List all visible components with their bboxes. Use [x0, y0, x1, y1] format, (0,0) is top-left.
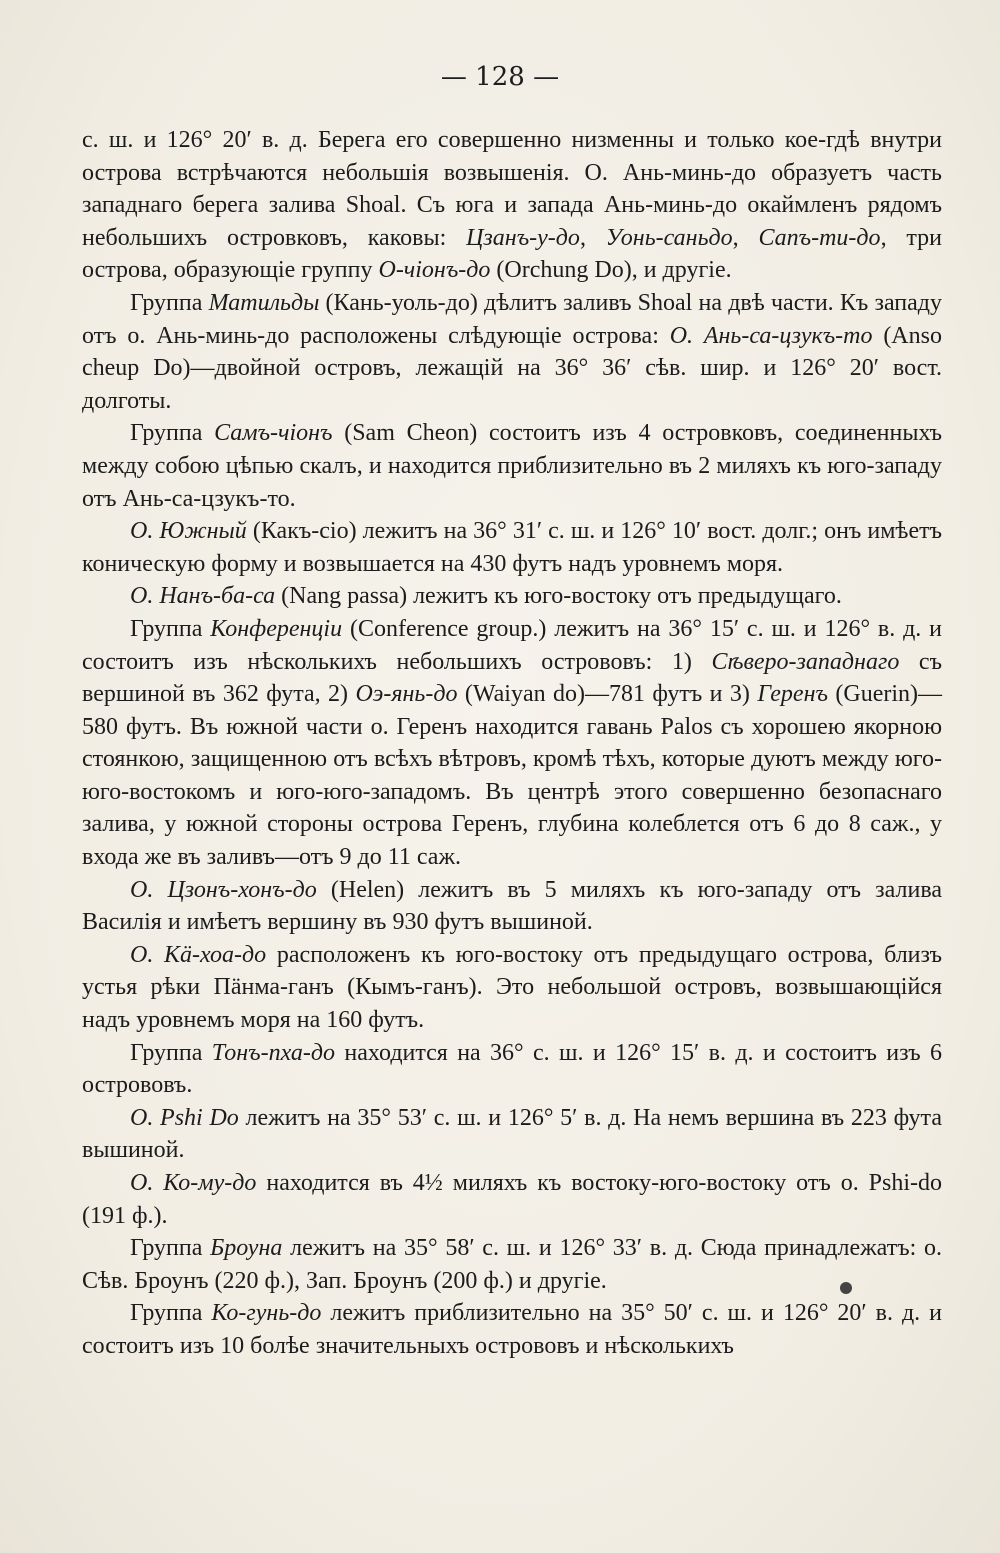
italic-term: О. Ань-са-цзукъ-то [669, 322, 873, 349]
text-run: Группа [130, 615, 211, 642]
paragraph [82, 613, 942, 874]
text-run: (Sam Cheon) состоитъ изъ 4 островковъ, соединенныхъ между собою цѣпью скалъ, и находится приблизительно въ 2 миляхъ къ юго-западу отъ Ань-са-цзукъ-то. [82, 420, 942, 512]
paragraph [82, 1167, 942, 1232]
paragraph [82, 1102, 942, 1167]
text-run: (Кань-уоль-до) дѣлитъ заливъ Shoal на двѣ части. Къ западу отъ о. Ань-минь-до расположены слѣдующіе острова: [82, 289, 942, 349]
text-run: Группа [130, 1039, 212, 1066]
italic-term: О. Цзонъ-хонъ-до [130, 876, 317, 903]
paragraph [82, 874, 942, 939]
paragraph [82, 1232, 942, 1297]
text-run: (Helen) лежитъ въ 5 миляхъ къ юго-западу отъ залива Василія и имѣетъ вершину въ 930 футъ вышиной. [82, 876, 942, 936]
italic-term: Самъ-чіонъ [214, 420, 333, 447]
text-run: находится въ 4½ миляхъ къ востоку-юго-востоку отъ о. Pshi-do (191 ф.). [82, 1170, 942, 1229]
italic-term: О. Кä-хоа-до [130, 941, 267, 968]
italic-term: О-чіонъ-до [378, 257, 491, 284]
text-run: расположенъ къ юго-востоку отъ предыдущаго острова, близъ устья рѣки Пäнма-ганъ (Кымъ-ганъ). Это небольшой островъ, возвышающійся надъ уровнемъ моря на 160 футъ. [82, 941, 942, 1034]
text-run: лежитъ на 35° 58′ с. ш. и 126° 33′ в. д. Сюда принадлежатъ: о. Сѣв. Броунъ (220 ф.), Зап. Броунъ (200 ф.) и другіе. [82, 1235, 943, 1294]
text-run: находится на 36° с. ш. и 126° 15′ в. д. и состоитъ изъ 6 острововъ. [82, 1039, 942, 1099]
text-run: (Conference group.) лежитъ на 36° 15′ с. ш. и 126° в. д. и состоитъ изъ нѣсколькихъ небольшихъ острововъ: 1) [82, 615, 943, 675]
italic-term: О. Ко-му-до [130, 1170, 257, 1196]
text-run: съ вершиной въ 362 фута, 2) [82, 648, 942, 708]
paragraph [82, 417, 942, 515]
italic-term: Уонь-саньдо [605, 224, 733, 251]
text-run: (Nang passa) лежитъ къ юго-востоку отъ предыдущаго. [275, 583, 842, 610]
text-run: лежитъ приблизительно на 35° 50′ с. ш. и 126° 20′ в. д. и состоитъ изъ 10 болѣе значительныхъ острововъ и нѣсколькихъ [82, 1300, 943, 1359]
text-run: , три острова, образующіе группу [82, 224, 943, 284]
text-run: (Orchung Do), и другіе. [490, 257, 732, 284]
paragraph [82, 515, 942, 580]
paragraph [82, 939, 942, 1037]
italic-term: О. Южный [130, 518, 247, 545]
text-run: (Anso cheup Do)—двойной островъ, лежащій на 36° 36′ сѣв. шир. и 126° 20′ вост. долготы. [82, 322, 942, 414]
paragraph [82, 580, 942, 613]
text-run: (Guerin)—580 футъ. Въ южной части о. Геренъ находится гавань Palos съ хорошею якорною стоянкою, защищенною отъ всѣхъ вѣтровъ, кромѣ тѣхъ, которые дуютъ между юго-юго-востокомъ и юго-юго-западомъ. Въ центрѣ этого совершенно безопаснаго залива, у южной стороны острова Геренъ, глубина колеблется отъ 6 до 8 саж., у входа же въ заливъ—отъ 9 до 11 саж. [82, 681, 942, 871]
italic-term: Броуна [210, 1235, 283, 1262]
text-run: (Waiyan do)—781 футъ и 3) [457, 681, 758, 708]
italic-term: Ко-гунь-до [211, 1300, 322, 1327]
italic-term: Тонъ-пха-до [211, 1039, 336, 1066]
italic-term: Сапъ-ти-до [758, 224, 881, 251]
text-run: с. ш. и 126° 20′ в. д. Берега его совершенно низменны и только кое-гдѣ внутри острова встрѣчаются небольшія возвышенія. О. Ань-минь-до образуетъ часть западнаго берега залива Shoal. Съ юга и запада Ань-минь-до окаймленъ рядомъ небольшихъ островковъ, каковы: [82, 127, 942, 251]
paragraph [82, 1037, 942, 1102]
italic-term: О. Pshi Do [130, 1104, 239, 1131]
text-run: (Какъ-сіо) лежитъ на 36° 31′ с. ш. и 126° 10′ вост. долг.; онъ имѣетъ коническую форму и возвышается на 430 футъ надъ уровнемъ моря. [82, 518, 942, 577]
text-run: , [732, 224, 759, 251]
italic-term: Матильды [208, 289, 320, 316]
ink-spot [840, 1282, 852, 1294]
italic-term: Оэ-янь-до [355, 681, 458, 708]
text-run: , [579, 224, 606, 251]
paragraph [82, 1297, 942, 1362]
body-text [82, 124, 942, 1363]
paragraph [82, 124, 942, 287]
text-run: Группа [130, 420, 215, 447]
text-run: лежитъ на 35° 53′ с. ш. и 126° 5′ в. д. На немъ вершина въ 223 фута вышиной. [82, 1104, 942, 1164]
italic-term: О. Нанъ-ба-са [130, 583, 276, 610]
italic-term: Сѣверо-западнаго [711, 648, 900, 675]
text-run: Группа [130, 1300, 212, 1327]
page-number: — 128 — [440, 62, 560, 92]
italic-term: Цзанъ-у-до [466, 224, 580, 251]
italic-term: Конференціи [210, 615, 343, 642]
paragraph [82, 287, 942, 417]
italic-term: Геренъ [757, 681, 828, 708]
text-run: Группа [130, 289, 209, 316]
text-run: Группа [130, 1235, 211, 1262]
